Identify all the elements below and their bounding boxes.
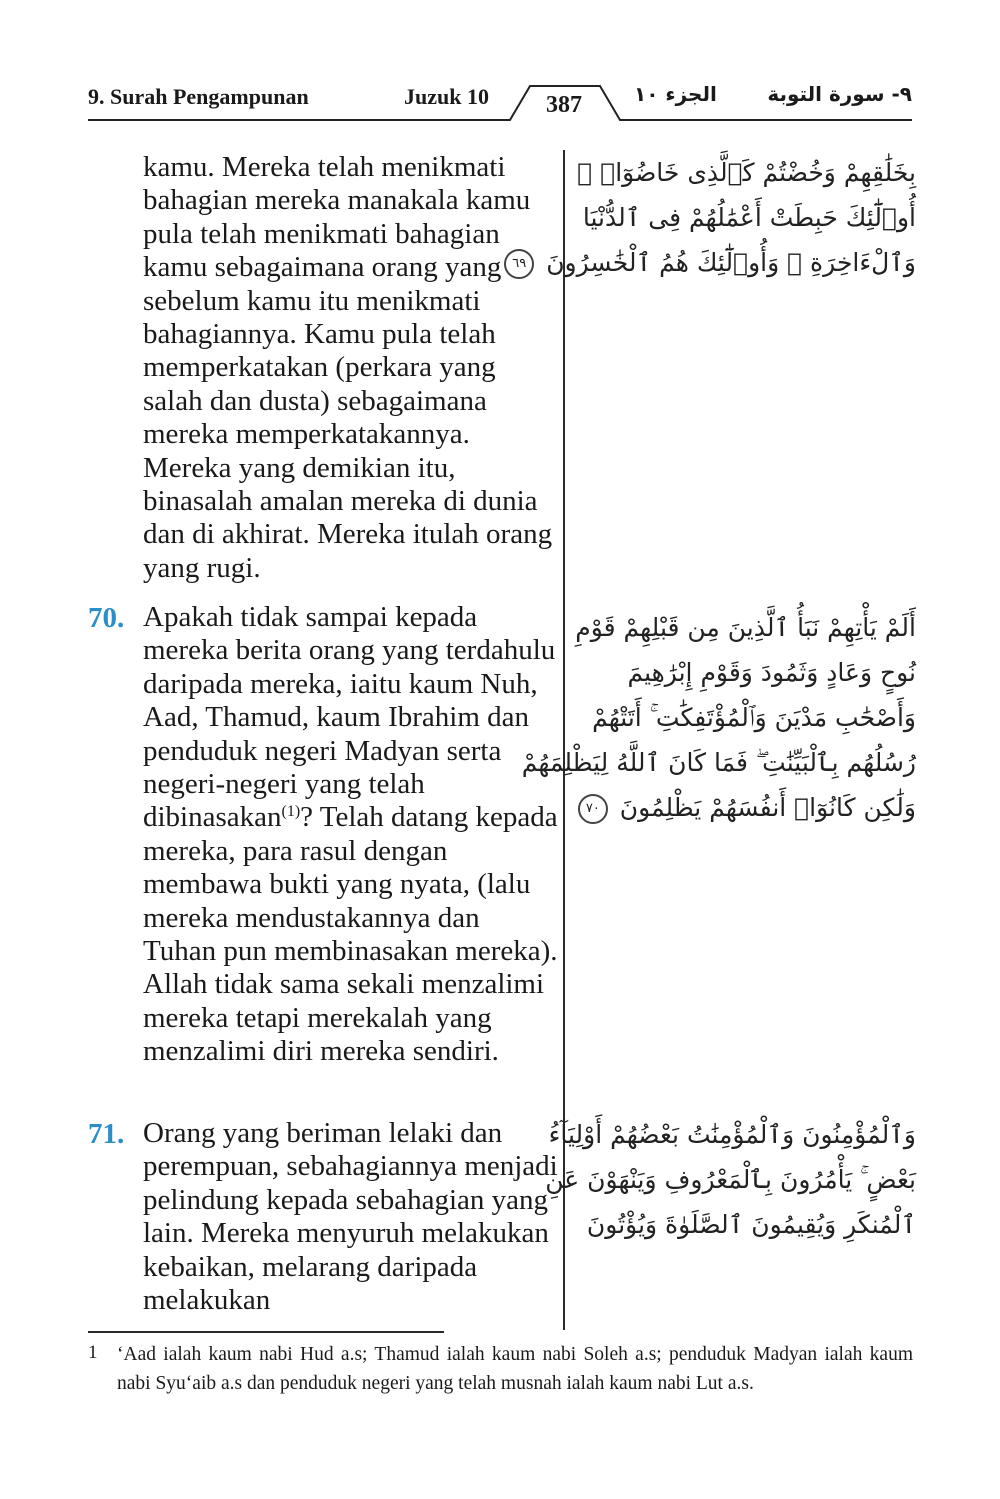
arabic-line: بَعْضٍ ۚ يَأْمُرُونَ بِٱلْمَعْرُوفِ وَيَنْهَوْنَ عَنِ — [545, 1165, 916, 1194]
translation-verse-71 — [143, 1117, 558, 1317]
footnote-ref: (1) — [281, 803, 301, 821]
verse-number-71: 71. — [88, 1118, 125, 1150]
arabic-line — [576, 785, 916, 830]
page-number: 387 — [546, 92, 582, 118]
footnote-rule — [88, 1331, 444, 1333]
surah-title-latin: 9. Surah Pengampunan — [88, 84, 309, 109]
surah-title-arabic: ٩- سورة التوبة — [767, 82, 912, 106]
translation-text: Orang yang beriman lelaki dan perempuan, sebahagiannya menjadi pelindung kepada sebahagian yang lain. Mereka menyuruh melakukan kebaikan, melarang daripada melakukan — [143, 1117, 558, 1317]
arabic-line-text: وَلَٰكِن كَانُوٓا۟ أَنفُسَهُمْ يَظْلِمُونَ — [619, 793, 916, 822]
arabic-line — [512, 240, 916, 285]
ayah-marker-icon: ٦٩ — [504, 249, 534, 279]
ayah-marker-icon: ٧٠ — [578, 794, 608, 824]
arabic-verse-70 — [521, 605, 916, 830]
arabic-line: نُوحٍ وَعَادٍ وَثَمُودَ وَقَوْمِ إِبْرَٰهِيمَ — [627, 658, 916, 687]
translation-text — [143, 601, 558, 1069]
verse-number-70: 70. — [88, 602, 125, 634]
translation-text: kamu. Mereka telah menikmati bahagian mereka manakala kamu pula telah menikmati bahagian kamu sebagaimana orang yang sebelum kamu itu menikmati bahagiannya. Kamu pula telah memperkatakan (perkara yang salah dan dusta) sebagaimana mereka memperkatakannya. Mereka yang demikian itu, binasalah amalan mereka di dunia dan di akhirat. Mereka itulah orang yang rugi. — [143, 151, 553, 584]
translation-verse-70 — [143, 601, 558, 1069]
arabic-verse-71 — [545, 1112, 916, 1247]
footnote-text: ‘Aad ialah kaum nabi Hud a.s; Thamud ialah kaum nabi Soleh a.s; penduduk Madyan ialah kaum nabi Syu‘aib a.s dan penduduk negeri yang telah musnah ialah kaum nabi Lut a.s. — [117, 1344, 913, 1394]
translation-part: ? Telah datang kepada mereka, para rasul dengan membawa bukti yang nyata, (lalu mereka mendustakannya dan Tuhan pun membinasakan mereka). Allah tidak sama sekali menzalimi mereka tetapi merekalah yang menzalimi diri mereka sendiri. — [143, 801, 558, 1068]
translation-part: Apakah tidak sampai kepada mereka berita orang yang terdahulu daripada mereka, iaitu kaum Nuh, Aad, Thamud, kaum Ibrahim dan penduduk negeri Madyan serta negeri-negeri yang telah dibinasakan — [143, 601, 556, 834]
translation-verse-69 — [143, 151, 558, 585]
arabic-line: وَٱلْمُؤْمِنُونَ وَٱلْمُؤْمِنَٰتُ بَعْضُهُمْ أَوْلِيَآءُ — [548, 1120, 916, 1149]
footnote-number: 1 — [88, 1342, 98, 1363]
arabic-verse-69 — [512, 150, 916, 285]
arabic-line: ٱلْمُنكَرِ وَيُقِيمُونَ ٱلصَّلَوٰةَ وَيُؤْتُونَ — [586, 1210, 916, 1239]
arabic-line: أُو۟لَٰٓئِكَ حَبِطَتْ أَعْمَٰلُهُمْ فِى ٱلدُّنْيَا — [582, 203, 916, 232]
arabic-line: بِخَلَٰقِهِمْ وَخُضْتُمْ كَٱلَّذِى خَاضُوٓا۟ ۚ — [577, 158, 916, 187]
arabic-line: رُسُلُهُم بِٱلْبَيِّنَٰتِ ۖ فَمَا كَانَ ٱللَّهُ لِيَظْلِمَهُمْ — [521, 748, 916, 777]
arabic-line-text: وَٱلْءَاخِرَةِ ۖ وَأُو۟لَٰٓئِكَ هُمُ ٱلْخَٰسِرُونَ — [546, 248, 916, 277]
juz-arabic: الجزء ١٠ — [634, 82, 717, 106]
arabic-line: وَأَصْحَٰبِ مَدْيَنَ وَٱلْمُؤْتَفِكَٰتِ ۚ أَتَتْهُمْ — [592, 703, 916, 732]
arabic-line: أَلَمْ يَأْتِهِمْ نَبَأُ ٱلَّذِينَ مِن قَبْلِهِمْ قَوْمِ — [575, 613, 916, 642]
header-rule — [0, 0, 1000, 130]
page-header — [0, 0, 1000, 130]
juzuk-label: Juzuk 10 — [404, 84, 489, 109]
